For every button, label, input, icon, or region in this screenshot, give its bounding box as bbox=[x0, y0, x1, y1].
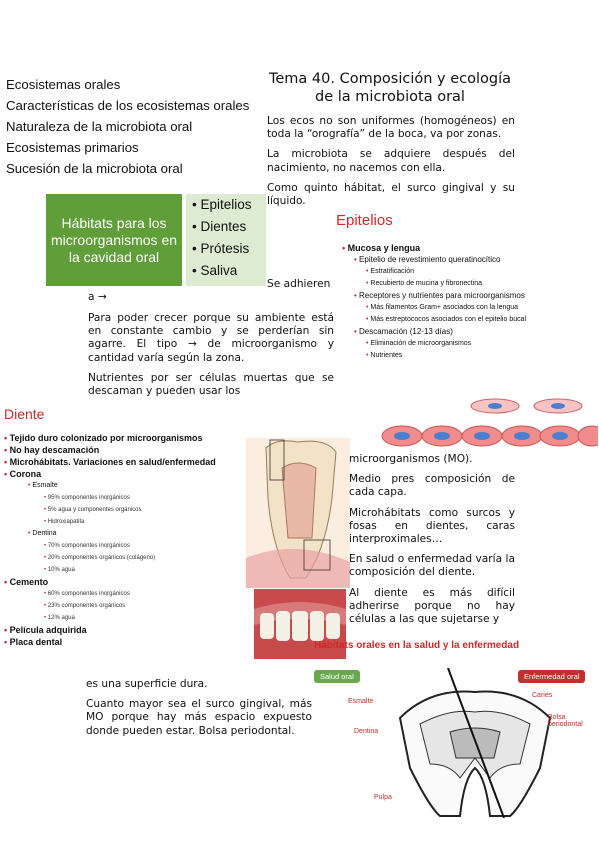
slide-bullet: • Más estreptococos asociados con el epitelio bucal bbox=[342, 314, 598, 326]
label-caries: Caries bbox=[532, 692, 553, 699]
paragraph: Microhábitats como surcos y fosas en dientes, caras interproximales… bbox=[349, 506, 515, 546]
slide-bullet: • Estratificación bbox=[342, 266, 598, 278]
paragraph: microorganismos (MO). bbox=[349, 453, 473, 465]
habitat-item: • Epitelios bbox=[192, 197, 252, 212]
slide-bullet: • No hay descamación bbox=[4, 444, 248, 456]
health-disease-title: Hábitats orales en la salud y la enfermedad bbox=[314, 640, 520, 651]
diente-slide bbox=[0, 406, 248, 686]
slide-bullet: • Hidroxiapatita bbox=[4, 516, 248, 528]
slide-bullet: • Mucosa y lengua bbox=[342, 242, 598, 254]
slide-bullet: • Nutrientes bbox=[342, 350, 598, 362]
slide-bullet: • 95% componentes inorgánicos bbox=[4, 492, 248, 504]
slide-bullet: • Más filamentos Gram+ asociados con la lengua bbox=[342, 302, 598, 314]
slide-bullet: • Epitelio de revestimiento queratinocítico bbox=[342, 254, 598, 266]
slide-bullet: • Descamación (12-13 días) bbox=[342, 326, 598, 338]
epitelios-slide bbox=[330, 212, 598, 452]
nucleus-shape bbox=[514, 432, 530, 440]
health-disease-slide bbox=[310, 640, 599, 820]
habitats-box bbox=[46, 194, 182, 286]
toc-item: Sucesión de la microbiota oral bbox=[6, 161, 183, 176]
toc-item: Naturaleza de la microbiota oral bbox=[6, 119, 193, 134]
label-esmalte: Esmalte bbox=[348, 698, 374, 705]
habitats-box-label: Hábitats para los microorganismos en la cavidad oral bbox=[50, 214, 178, 265]
habitat-item: • Dientes bbox=[192, 219, 247, 234]
slide-bullet: • Recubierto de mucina y fibronectina bbox=[342, 278, 598, 290]
epitelios-title: Epitelios bbox=[336, 212, 393, 229]
right-text bbox=[349, 453, 515, 633]
disease-tag: Enfermedad oral bbox=[518, 670, 585, 683]
toc-item: Características de los ecosistemas orales bbox=[6, 98, 250, 113]
tooth-section-figure bbox=[246, 438, 350, 588]
slide-bullet: • Corona bbox=[4, 468, 248, 480]
cell-shape bbox=[578, 426, 598, 446]
slide-bullet: • Película adquirida bbox=[4, 624, 248, 636]
page-title: Tema 40. Composición y ecología de la microbiota oral bbox=[268, 71, 512, 105]
tooth-diagram bbox=[390, 668, 560, 818]
nucleus-shape bbox=[474, 432, 490, 440]
slide-bullet: • 70% componentes inorgánicos bbox=[4, 540, 248, 552]
label-bolsa: Bolsa periodontal bbox=[548, 714, 583, 728]
slide-bullet: • Tejido duro colonizado por microorganismos bbox=[4, 432, 248, 444]
diente-title: Diente bbox=[4, 406, 45, 422]
paragraph: Para poder crecer porque su ambiente está en constante cambio y se perderían sin agarre. El tipo → de microorganismo y cantidad varía según la zona. bbox=[88, 312, 334, 364]
left-text bbox=[88, 312, 334, 405]
habitat-item: • Saliva bbox=[192, 263, 238, 278]
slide-bullet: • 20% componentes orgánicos (colágeno) bbox=[4, 552, 248, 564]
adhere-arrow-text: a → bbox=[88, 291, 107, 303]
epitelios-list bbox=[342, 242, 598, 362]
toc-item: Ecosistemas primarios bbox=[6, 140, 139, 155]
slide-bullet: • 12% agua bbox=[4, 612, 248, 624]
paragraph: Cuanto mayor sea el surco gingival, más MO porque hay más espacio expuesto donde pueden estar. Bolsa periodontal. bbox=[86, 698, 312, 737]
slide-bullet: • 60% componentes inorgánicos bbox=[4, 588, 248, 600]
slide-bullet: • Dentina bbox=[4, 528, 248, 540]
health-tag: Salud oral bbox=[314, 670, 360, 683]
toc bbox=[6, 74, 249, 179]
diente-list bbox=[4, 432, 248, 648]
slide-bullet: • Eliminación de microorganismos bbox=[342, 338, 598, 350]
slide-bullet: • Microhábitats. Variaciones en salud/enfermedad bbox=[4, 456, 248, 468]
slide-bullet: • 10% agua bbox=[4, 564, 248, 576]
adhere-text: Se adhieren bbox=[267, 278, 331, 290]
paragraph: Los ecos no son uniformes (homogéneos) en toda la “orografía” de la boca, va por zonas. bbox=[267, 115, 515, 141]
slide-bullet: • Cemento bbox=[4, 576, 248, 588]
paragraph: Como quinto hábitat, el surco gingival y su líquido. bbox=[267, 181, 515, 208]
paragraph: Nutrientes por ser células muertas que se descaman y pueden usar los bbox=[88, 371, 334, 398]
epithelial-cells-figure bbox=[380, 392, 598, 452]
habitats-list bbox=[186, 194, 266, 286]
habitat-item: • Prótesis bbox=[192, 241, 250, 256]
paragraph: Medio pres composición de cada capa. bbox=[349, 473, 515, 499]
intro-text bbox=[267, 115, 515, 215]
bottom-text bbox=[86, 678, 312, 745]
slide-bullet: • Receptores y nutrientes para microorganismos bbox=[342, 290, 598, 302]
slide-bullet: • Esmalte bbox=[4, 480, 248, 492]
label-dentina: Dentina bbox=[354, 728, 379, 735]
paragraph: es una superficie dura. bbox=[86, 678, 208, 690]
paragraph: Al diente es más difícil adherirse porque no hay células a las que sujetarse y bbox=[349, 586, 515, 626]
nucleus-shape bbox=[394, 432, 410, 440]
nucleus-shape bbox=[552, 432, 568, 440]
slide-bullet: • 5% agua y componentes orgánicos bbox=[4, 504, 248, 516]
slide-bullet: • Placa dental bbox=[4, 636, 248, 648]
nucleus-shape bbox=[551, 403, 565, 409]
nucleus-shape bbox=[488, 403, 502, 409]
label-pulpa: Pulpa bbox=[374, 794, 392, 801]
paragraph: La microbiota se adquiere después del nacimiento, no nacemos con ella. bbox=[267, 148, 515, 174]
slide-bullet: • 23% componentes orgánicos bbox=[4, 600, 248, 612]
toc-item: Ecosistemas orales bbox=[6, 77, 121, 92]
paragraph: En salud o enfermedad varía la composición del diente. bbox=[349, 553, 515, 579]
nucleus-shape bbox=[434, 432, 450, 440]
